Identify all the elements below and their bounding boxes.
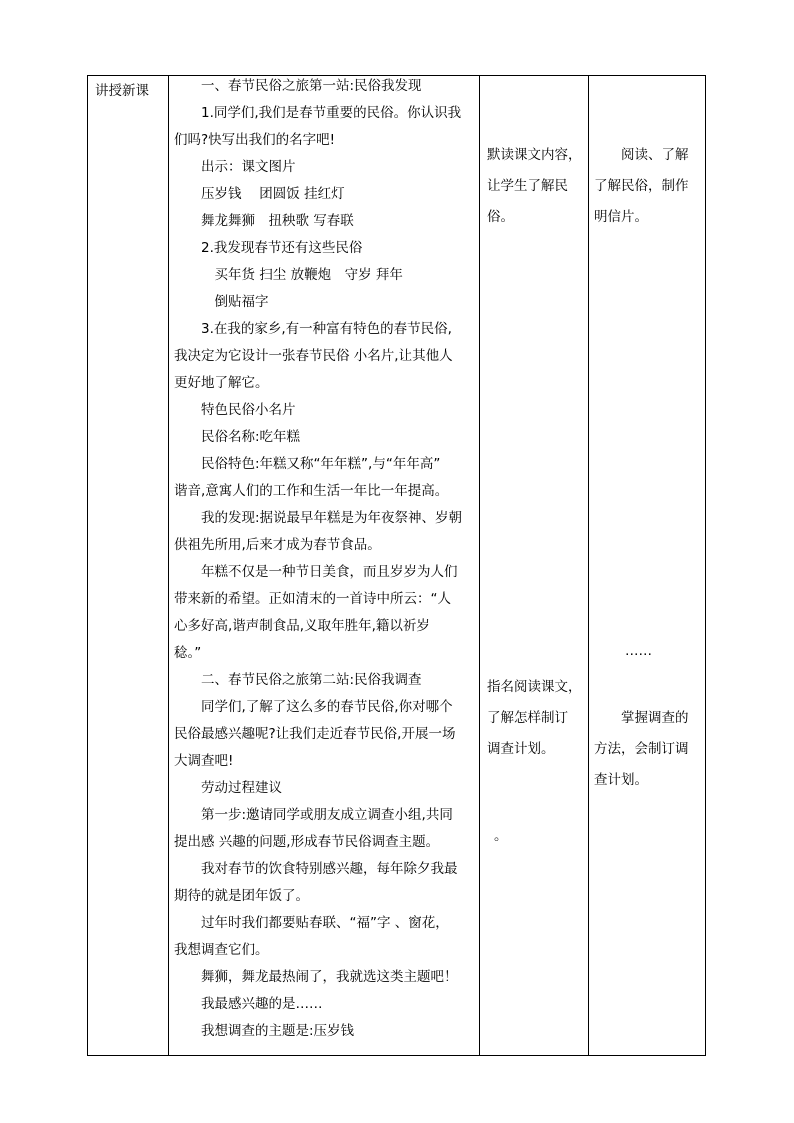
text-line: 了解怎样制订: [487, 710, 568, 726]
text-line: 特色民俗小名片: [174, 402, 296, 418]
text-line: 我想调查的主题是:压岁钱: [174, 1023, 355, 1039]
text-line: 一、春节民俗之旅第一站:民俗我发现: [174, 78, 422, 94]
text-line: 更好地了解它。: [174, 375, 269, 391]
text-line: 让学生了解民: [487, 178, 568, 194]
text-line: 稔。”: [174, 645, 202, 661]
text-line: 提出感 兴趣的问题,形成春节民俗调查主题。: [174, 834, 440, 850]
text-line: 带来新的希望。正如清末的一首诗中所云：“人: [174, 591, 451, 607]
text-line: 供祖先所用,后来才成为春节食品。: [174, 537, 381, 553]
text-line: 二、春节民俗之旅第二站:民俗我调查: [174, 672, 422, 688]
lesson-plan-table: [87, 75, 706, 1056]
text-line: 我的发现:据说最早年糕是为年夜祭神、岁朝: [174, 510, 463, 526]
text-line: 买年货 扫尘 放鞭炮 守岁 拜年: [174, 267, 403, 283]
text-line: 民俗最感兴趣呢?让我们走近春节民俗,开展一场: [174, 726, 456, 742]
text-line: 1.同学们,我们是春节重要的民俗。你认识我: [174, 105, 462, 121]
text-line: 俗。: [487, 209, 514, 225]
text-line: 过年时我们都要贴春联、“福”字 、窗花，: [174, 915, 449, 931]
text-line: 出示：课文图片: [174, 159, 296, 175]
teaching-content-column: [169, 76, 480, 1055]
text-line: 倒贴福字: [174, 294, 269, 310]
teacher-activity-block-1: [487, 140, 582, 233]
text-line: 劳动过程建议: [174, 780, 282, 796]
text-line: 大调查吧!: [174, 753, 234, 769]
stage-label: 讲授新课: [95, 83, 149, 99]
text-line: 明信片。: [594, 209, 648, 225]
teaching-content-text: [174, 73, 474, 1045]
text-line: 心多好高,谐声制食品,义取年胜年,籍以祈岁: [174, 618, 430, 634]
text-line: 民俗名称:吃年糕: [174, 429, 301, 445]
text-line: 了解民俗，制作: [594, 178, 689, 194]
text-line: 民俗特色:年糕又称“年年糕”,与“年年高”: [174, 456, 441, 472]
teacher-activity-block-2: [487, 672, 582, 765]
text-line: 2.我发现春节还有这些民俗: [174, 240, 363, 256]
text-line: 调查计划。: [487, 741, 555, 757]
teacher-activity-column: [480, 76, 589, 1055]
text-line: 第一步:邀请同学或朋友成立调查小组,共同: [174, 807, 453, 823]
text-line: 3.在我的家乡,有一种富有特色的春节民俗,: [174, 321, 452, 337]
text-line: 们吗?快写出我们的名字吧!: [174, 132, 336, 148]
text-line: 方法，会制订调: [594, 741, 689, 757]
text-line: 舞狮，舞龙最热闹了，我就选这类主题吧！: [174, 969, 458, 985]
teacher-activity-dot: 。: [494, 828, 508, 844]
text-line: 年糕不仅是一种节日美食，而且岁岁为人们: [174, 564, 458, 580]
text-line: 舞龙舞狮 扭秧歌 写春联: [174, 213, 354, 229]
text-line: 掌握调查的: [594, 710, 689, 726]
text-line: 阅读、了解: [594, 147, 689, 163]
text-line: 谐音,意寓人们的工作和生活一年比一年提高。: [174, 483, 449, 499]
student-activity-ellipsis: ……: [625, 643, 652, 659]
stage-column: [88, 76, 169, 1055]
text-line: 我决定为它设计一张春节民俗 小名片,让其他人: [174, 348, 453, 364]
text-line: 指名阅读课文，: [487, 679, 582, 695]
student-activity-block-1: [594, 140, 689, 233]
text-line: 我想调查它们。: [174, 942, 269, 958]
text-line: 压岁钱 团圆饭 挂红灯: [174, 186, 345, 202]
text-line: 我对春节的饮食特别感兴趣，每年除夕我最: [174, 861, 458, 877]
student-activity-column: [589, 76, 707, 1055]
text-line: 期待的就是团年饭了。: [174, 888, 309, 904]
student-activity-block-2: [594, 703, 689, 796]
text-line: 同学们,了解了这么多的春节民俗,你对哪个: [174, 699, 453, 715]
text-line: 默读课文内容，: [487, 147, 582, 163]
text-line: 我最感兴趣的是……: [174, 996, 323, 1012]
text-line: 查计划。: [594, 772, 648, 788]
